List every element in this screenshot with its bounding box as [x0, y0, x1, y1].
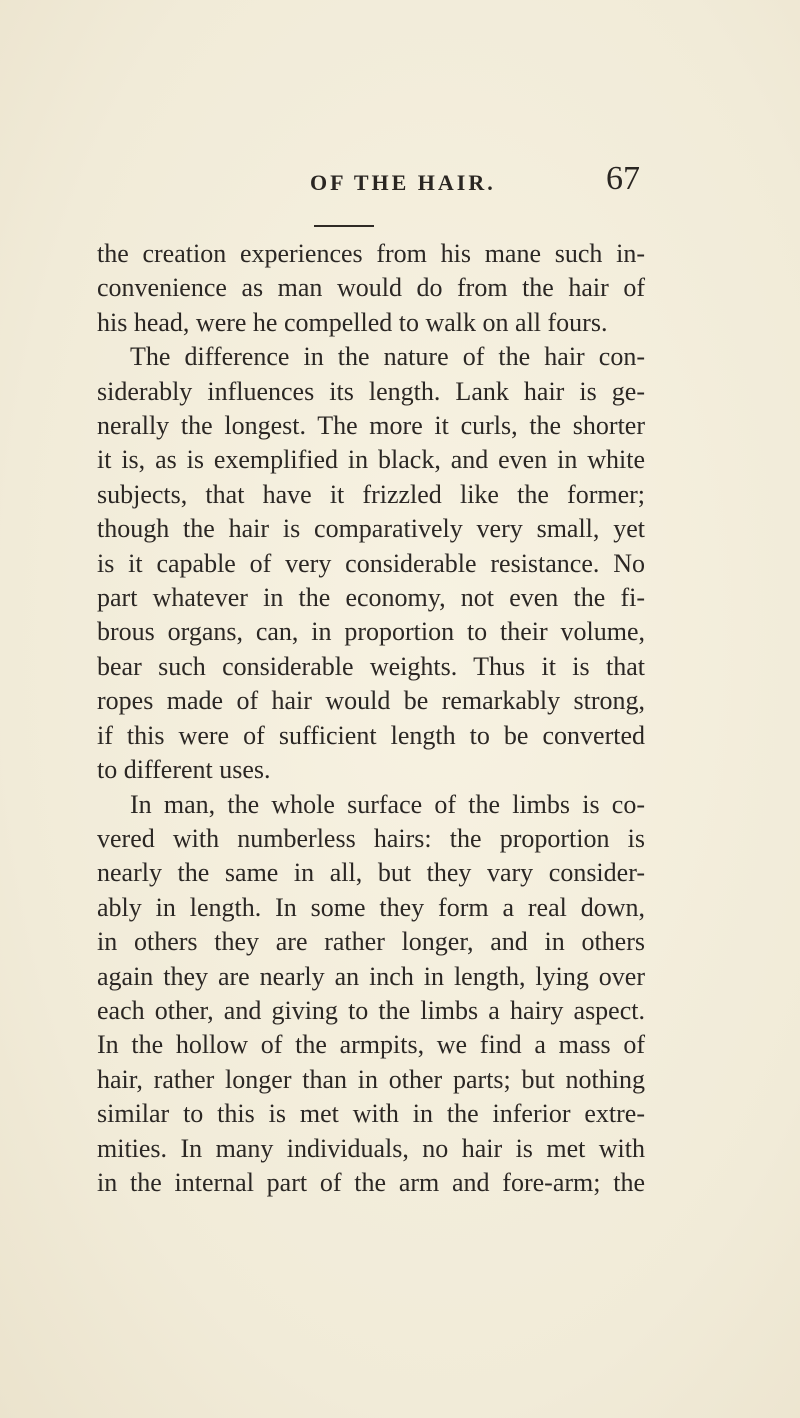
- text-line: convenience as man would do from the hair of: [97, 273, 645, 303]
- text-line: bear such considerable weights. Thus it is that: [97, 651, 645, 681]
- text-line: it is, as is exemplified in black, and even in white: [97, 445, 645, 475]
- text-line: is it capable of very considerable resistance. No: [97, 548, 645, 578]
- text-line: if this were of sufficient length to be converted: [97, 720, 645, 750]
- text-line: subjects, that have it frizzled like the former;: [97, 479, 645, 509]
- text-line: In man, the whole surface of the limbs is co-: [130, 789, 645, 819]
- text-line: to different uses.: [97, 755, 271, 785]
- text-line: again they are nearly an inch in length, lying over: [97, 961, 645, 991]
- text-line: brous organs, can, in proportion to their volume,: [97, 617, 645, 647]
- text-line: the creation experiences from his mane such in-: [97, 239, 645, 268]
- page-number: 67: [606, 160, 640, 197]
- text-line: ably in length. In some they form a real down,: [97, 892, 645, 922]
- text-line: vered with numberless hairs: the proportion is: [97, 823, 645, 853]
- text-line: nearly the same in all, but they vary consider-: [97, 858, 645, 888]
- text-line: ropes made of hair would be remarkably strong,: [97, 686, 645, 716]
- text-line: similar to this is met with in the inferior extre-: [97, 1099, 645, 1129]
- text-line: in the internal part of the arm and fore-arm; the: [97, 1167, 645, 1197]
- text-line: siderably influences its length. Lank hair is ge-: [97, 376, 645, 406]
- body-text: [97, 237, 645, 1200]
- running-header: OF THE HAIR.: [310, 170, 496, 195]
- text-line: mities. In many individuals, no hair is met with: [97, 1133, 645, 1163]
- text-line: part whatever in the economy, not even the fi-: [97, 583, 645, 613]
- text-line: The difference in the nature of the hair con-: [130, 342, 645, 372]
- text-line: his head, were he compelled to walk on all fours.: [97, 307, 608, 337]
- text-line: In the hollow of the armpits, we find a mass of: [97, 1030, 645, 1060]
- text-line: hair, rather longer than in other parts; but nothing: [97, 1064, 645, 1094]
- text-line: in others they are rather longer, and in others: [97, 927, 645, 957]
- header-rule: [314, 225, 374, 227]
- text-line: nerally the longest. The more it curls, the shorter: [97, 411, 645, 441]
- text-line: though the hair is comparatively very small, yet: [97, 514, 645, 544]
- text-line: each other, and giving to the limbs a hairy aspect.: [97, 995, 645, 1025]
